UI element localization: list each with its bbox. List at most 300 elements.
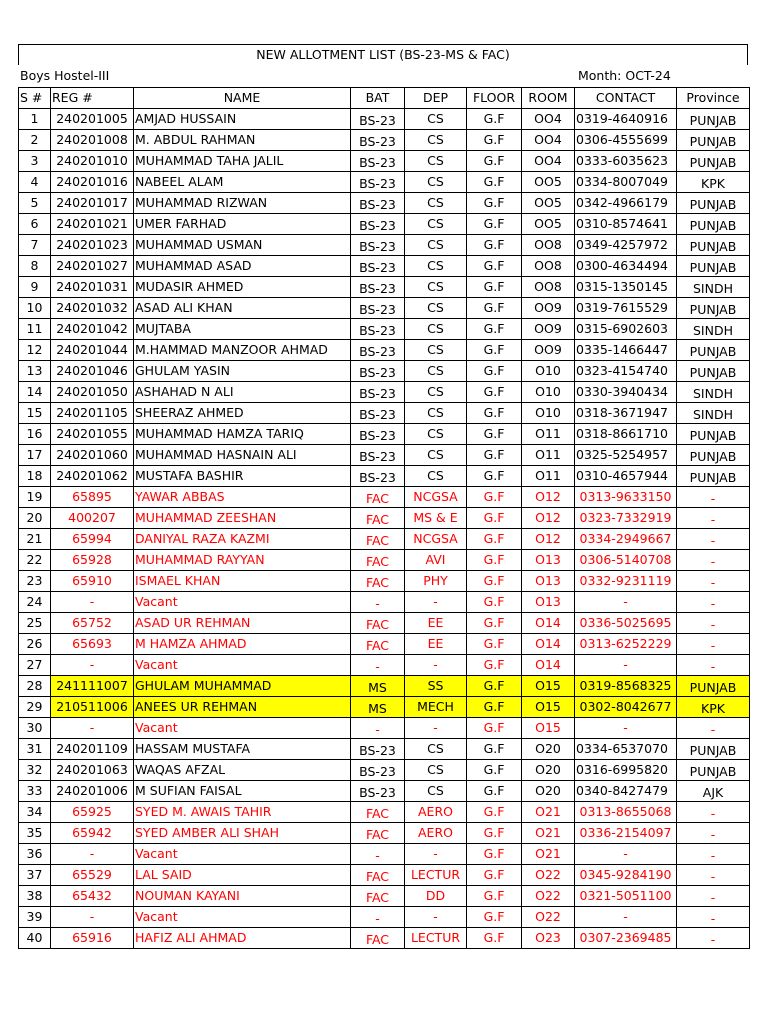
table-row [19, 403, 750, 424]
cell-bat: BS-23 [351, 277, 405, 298]
cell-reg: 210511006 [51, 697, 134, 718]
cell-floor: G.F [467, 571, 522, 592]
cell-bat: - [351, 592, 405, 613]
cell-bat: BS-23 [351, 340, 405, 361]
cell-province: KPK [677, 697, 750, 718]
cell-floor: G.F [467, 235, 522, 256]
cell-dep: CS [405, 424, 467, 445]
cell-room: O10 [522, 403, 575, 424]
cell-name: MUJTABA [134, 319, 351, 340]
cell-room: O12 [522, 508, 575, 529]
col-header-floor: FLOOR [467, 88, 522, 109]
cell-reg: 65910 [51, 571, 134, 592]
cell-province: PUNJAB [677, 424, 750, 445]
cell-name: UMER FARHAD [134, 214, 351, 235]
table-row [19, 508, 750, 529]
cell-name: Vacant [134, 907, 351, 928]
table-row [19, 655, 750, 676]
cell-bat: FAC [351, 487, 405, 508]
cell-reg: - [51, 907, 134, 928]
cell-room: OO4 [522, 151, 575, 172]
cell-room: OO4 [522, 109, 575, 130]
cell-bat: BS-23 [351, 109, 405, 130]
cell-contact: 0315-6902603 [575, 319, 677, 340]
cell-dep: CS [405, 319, 467, 340]
cell-contact: 0321-5051100 [575, 886, 677, 907]
table-row [19, 487, 750, 508]
cell-sn: 29 [19, 697, 51, 718]
table-row [19, 529, 750, 550]
cell-room: OO8 [522, 277, 575, 298]
table-row [19, 109, 750, 130]
cell-bat: BS-23 [351, 445, 405, 466]
cell-contact: 0342-4966179 [575, 193, 677, 214]
cell-reg: 240201031 [51, 277, 134, 298]
cell-dep: CS [405, 109, 467, 130]
cell-bat: MS [351, 697, 405, 718]
cell-reg: 240201050 [51, 382, 134, 403]
cell-floor: G.F [467, 823, 522, 844]
table-row [19, 697, 750, 718]
cell-floor: G.F [467, 907, 522, 928]
table-row [19, 928, 750, 949]
cell-name: ASAD ALI KHAN [134, 298, 351, 319]
cell-room: O12 [522, 529, 575, 550]
cell-name: LAL SAID [134, 865, 351, 886]
cell-province: PUNJAB [677, 109, 750, 130]
cell-contact: 0336-5025695 [575, 613, 677, 634]
cell-contact: 0318-8661710 [575, 424, 677, 445]
cell-bat: BS-23 [351, 739, 405, 760]
cell-province: PUNJAB [677, 151, 750, 172]
cell-dep: LECTUR [405, 865, 467, 886]
cell-room: OO8 [522, 256, 575, 277]
cell-province: - [677, 844, 750, 865]
cell-bat: FAC [351, 529, 405, 550]
cell-sn: 34 [19, 802, 51, 823]
cell-name: MUDASIR AHMED [134, 277, 351, 298]
cell-dep: CS [405, 298, 467, 319]
cell-floor: G.F [467, 739, 522, 760]
cell-sn: 8 [19, 256, 51, 277]
cell-floor: G.F [467, 592, 522, 613]
cell-province: PUNJAB [677, 340, 750, 361]
cell-reg: 240201006 [51, 781, 134, 802]
cell-reg: 240201060 [51, 445, 134, 466]
cell-room: O22 [522, 907, 575, 928]
cell-floor: G.F [467, 529, 522, 550]
table-header-row [19, 88, 750, 109]
cell-room: O11 [522, 445, 575, 466]
cell-bat: - [351, 655, 405, 676]
cell-floor: G.F [467, 550, 522, 571]
cell-contact: 0335-1466447 [575, 340, 677, 361]
cell-province: PUNJAB [677, 760, 750, 781]
cell-province: - [677, 487, 750, 508]
cell-contact: 0336-2154097 [575, 823, 677, 844]
cell-name: SYED M. AWAIS TAHIR [134, 802, 351, 823]
cell-sn: 26 [19, 634, 51, 655]
cell-reg: - [51, 718, 134, 739]
cell-reg: 240201032 [51, 298, 134, 319]
cell-sn: 33 [19, 781, 51, 802]
cell-province: PUNJAB [677, 739, 750, 760]
cell-dep: - [405, 655, 467, 676]
cell-room: O11 [522, 466, 575, 487]
cell-sn: 9 [19, 277, 51, 298]
cell-province: - [677, 655, 750, 676]
cell-province: - [677, 592, 750, 613]
cell-bat: - [351, 718, 405, 739]
cell-dep: - [405, 844, 467, 865]
cell-room: O15 [522, 718, 575, 739]
cell-contact: 0334-6537070 [575, 739, 677, 760]
allotment-table [18, 87, 750, 949]
cell-dep: CS [405, 193, 467, 214]
table-row [19, 844, 750, 865]
cell-reg: 240201046 [51, 361, 134, 382]
cell-dep: CS [405, 781, 467, 802]
cell-dep: LECTUR [405, 928, 467, 949]
col-header-province: Province [677, 88, 750, 109]
cell-dep: AVI [405, 550, 467, 571]
table-row [19, 340, 750, 361]
cell-reg: 65994 [51, 529, 134, 550]
cell-contact: 0319-8568325 [575, 676, 677, 697]
table-row [19, 172, 750, 193]
table-row [19, 781, 750, 802]
cell-room: O20 [522, 760, 575, 781]
cell-bat: - [351, 907, 405, 928]
cell-room: O21 [522, 802, 575, 823]
cell-bat: FAC [351, 550, 405, 571]
table-row [19, 550, 750, 571]
table-row [19, 382, 750, 403]
cell-province: PUNJAB [677, 445, 750, 466]
cell-floor: G.F [467, 760, 522, 781]
cell-province: KPK [677, 172, 750, 193]
cell-name: M.HAMMAD MANZOOR AHMAD [134, 340, 351, 361]
cell-contact: 0345-9284190 [575, 865, 677, 886]
cell-sn: 17 [19, 445, 51, 466]
cell-name: ANEES UR REHMAN [134, 697, 351, 718]
table-row [19, 256, 750, 277]
cell-contact: 0313-8655068 [575, 802, 677, 823]
cell-name: Vacant [134, 844, 351, 865]
cell-dep: CS [405, 760, 467, 781]
table-row [19, 361, 750, 382]
cell-sn: 36 [19, 844, 51, 865]
cell-room: O20 [522, 781, 575, 802]
table-row [19, 739, 750, 760]
cell-province: PUNJAB [677, 130, 750, 151]
cell-contact: 0313-9633150 [575, 487, 677, 508]
cell-floor: G.F [467, 298, 522, 319]
cell-name: Vacant [134, 592, 351, 613]
cell-sn: 13 [19, 361, 51, 382]
cell-contact: 0333-6035623 [575, 151, 677, 172]
cell-reg: 240201044 [51, 340, 134, 361]
cell-reg: 65928 [51, 550, 134, 571]
cell-floor: G.F [467, 802, 522, 823]
cell-floor: G.F [467, 130, 522, 151]
cell-room: OO5 [522, 172, 575, 193]
cell-room: O21 [522, 844, 575, 865]
cell-room: O15 [522, 697, 575, 718]
table-row [19, 277, 750, 298]
cell-reg: 240201023 [51, 235, 134, 256]
cell-dep: CS [405, 235, 467, 256]
cell-reg: 65916 [51, 928, 134, 949]
cell-name: M SUFIAN FAISAL [134, 781, 351, 802]
col-header-room: ROOM [522, 88, 575, 109]
cell-dep: CS [405, 445, 467, 466]
hostel-label: Boys Hostel-III [20, 68, 110, 83]
cell-sn: 18 [19, 466, 51, 487]
cell-contact: 0315-1350145 [575, 277, 677, 298]
cell-sn: 31 [19, 739, 51, 760]
cell-dep: CS [405, 214, 467, 235]
cell-floor: G.F [467, 382, 522, 403]
cell-contact: 0307-2369485 [575, 928, 677, 949]
cell-dep: - [405, 907, 467, 928]
month-label: Month: OCT-24 [578, 68, 671, 83]
cell-bat: MS [351, 676, 405, 697]
cell-sn: 20 [19, 508, 51, 529]
cell-reg: 400207 [51, 508, 134, 529]
cell-floor: G.F [467, 865, 522, 886]
cell-contact: 0334-8007049 [575, 172, 677, 193]
cell-province: PUNJAB [677, 214, 750, 235]
cell-reg: 240201105 [51, 403, 134, 424]
cell-name: NOUMAN KAYANI [134, 886, 351, 907]
cell-reg: 65752 [51, 613, 134, 634]
cell-dep: CS [405, 277, 467, 298]
cell-room: OO5 [522, 193, 575, 214]
cell-floor: G.F [467, 655, 522, 676]
cell-name: GHULAM MUHAMMAD [134, 676, 351, 697]
table-row [19, 634, 750, 655]
cell-floor: G.F [467, 109, 522, 130]
cell-dep: MS & E [405, 508, 467, 529]
cell-room: OO9 [522, 340, 575, 361]
cell-dep: CS [405, 466, 467, 487]
cell-bat: FAC [351, 613, 405, 634]
cell-dep: CS [405, 130, 467, 151]
cell-bat: FAC [351, 802, 405, 823]
cell-name: MUHAMMAD HASNAIN ALI [134, 445, 351, 466]
cell-contact: 0306-5140708 [575, 550, 677, 571]
cell-reg: 240201021 [51, 214, 134, 235]
cell-dep: MECH [405, 697, 467, 718]
cell-contact: 0310-8574641 [575, 214, 677, 235]
cell-reg: 241111007 [51, 676, 134, 697]
cell-contact: 0310-4657944 [575, 466, 677, 487]
cell-sn: 12 [19, 340, 51, 361]
cell-province: SINDH [677, 382, 750, 403]
cell-sn: 24 [19, 592, 51, 613]
table-body [19, 109, 750, 949]
page-title: NEW ALLOTMENT LIST (BS-23-MS & FAC) [18, 44, 748, 65]
table-row [19, 718, 750, 739]
cell-contact: - [575, 844, 677, 865]
cell-floor: G.F [467, 193, 522, 214]
cell-bat: FAC [351, 886, 405, 907]
cell-province: SINDH [677, 319, 750, 340]
cell-sn: 37 [19, 865, 51, 886]
col-header-sn: S # [19, 88, 51, 109]
cell-floor: G.F [467, 718, 522, 739]
cell-room: O20 [522, 739, 575, 760]
cell-name: NABEEL ALAM [134, 172, 351, 193]
cell-room: OO5 [522, 214, 575, 235]
cell-floor: G.F [467, 634, 522, 655]
table-row [19, 193, 750, 214]
cell-contact: 0332-9231119 [575, 571, 677, 592]
cell-name: WAQAS AFZAL [134, 760, 351, 781]
cell-room: O14 [522, 655, 575, 676]
cell-sn: 32 [19, 760, 51, 781]
table-row [19, 613, 750, 634]
cell-province: PUNJAB [677, 193, 750, 214]
cell-bat: BS-23 [351, 298, 405, 319]
table-row [19, 151, 750, 172]
cell-bat: BS-23 [351, 193, 405, 214]
col-header-contact: CONTACT [575, 88, 677, 109]
cell-sn: 10 [19, 298, 51, 319]
cell-bat: FAC [351, 634, 405, 655]
cell-name: MUHAMMAD USMAN [134, 235, 351, 256]
cell-sn: 5 [19, 193, 51, 214]
cell-room: O11 [522, 424, 575, 445]
cell-room: OO8 [522, 235, 575, 256]
cell-room: O21 [522, 823, 575, 844]
cell-reg: 240201109 [51, 739, 134, 760]
table-row [19, 592, 750, 613]
cell-sn: 23 [19, 571, 51, 592]
cell-room: O14 [522, 613, 575, 634]
cell-bat: FAC [351, 865, 405, 886]
cell-dep: CS [405, 403, 467, 424]
cell-reg: 65529 [51, 865, 134, 886]
cell-sn: 19 [19, 487, 51, 508]
cell-reg: 65895 [51, 487, 134, 508]
cell-dep: EE [405, 613, 467, 634]
cell-dep: CS [405, 739, 467, 760]
cell-sn: 3 [19, 151, 51, 172]
cell-floor: G.F [467, 319, 522, 340]
cell-bat: FAC [351, 823, 405, 844]
cell-bat: BS-23 [351, 781, 405, 802]
table-row [19, 424, 750, 445]
cell-sn: 14 [19, 382, 51, 403]
cell-province: - [677, 802, 750, 823]
cell-floor: G.F [467, 466, 522, 487]
cell-reg: 240201010 [51, 151, 134, 172]
table-row [19, 235, 750, 256]
cell-floor: G.F [467, 844, 522, 865]
cell-sn: 40 [19, 928, 51, 949]
cell-room: O22 [522, 865, 575, 886]
cell-dep: CS [405, 256, 467, 277]
cell-reg: - [51, 655, 134, 676]
cell-dep: CS [405, 172, 467, 193]
cell-name: MUSTAFA BASHIR [134, 466, 351, 487]
cell-reg: 240201027 [51, 256, 134, 277]
cell-province: - [677, 571, 750, 592]
cell-province: AJK [677, 781, 750, 802]
cell-reg: 240201042 [51, 319, 134, 340]
cell-bat: BS-23 [351, 319, 405, 340]
cell-sn: 39 [19, 907, 51, 928]
cell-reg: 240201017 [51, 193, 134, 214]
cell-name: MUHAMMAD RIZWAN [134, 193, 351, 214]
cell-room: OO9 [522, 298, 575, 319]
cell-name: DANIYAL RAZA KAZMI [134, 529, 351, 550]
table-row [19, 571, 750, 592]
table-row [19, 886, 750, 907]
cell-dep: CS [405, 361, 467, 382]
cell-floor: G.F [467, 277, 522, 298]
allotment-sheet [18, 44, 748, 949]
cell-sn: 11 [19, 319, 51, 340]
cell-bat: - [351, 844, 405, 865]
cell-sn: 27 [19, 655, 51, 676]
cell-contact: - [575, 718, 677, 739]
cell-bat: BS-23 [351, 130, 405, 151]
cell-province: - [677, 634, 750, 655]
cell-contact: 0306-4555699 [575, 130, 677, 151]
cell-bat: BS-23 [351, 151, 405, 172]
cell-reg: - [51, 592, 134, 613]
table-row [19, 760, 750, 781]
cell-room: O13 [522, 571, 575, 592]
cell-floor: G.F [467, 361, 522, 382]
cell-floor: G.F [467, 403, 522, 424]
cell-reg: 240201005 [51, 109, 134, 130]
cell-room: O12 [522, 487, 575, 508]
cell-name: MUHAMMAD RAYYAN [134, 550, 351, 571]
cell-floor: G.F [467, 445, 522, 466]
cell-contact: - [575, 592, 677, 613]
cell-dep: NCGSA [405, 529, 467, 550]
cell-contact: 0319-4640916 [575, 109, 677, 130]
cell-dep: AERO [405, 823, 467, 844]
cell-name: SHEERAZ AHMED [134, 403, 351, 424]
cell-name: ISMAEL KHAN [134, 571, 351, 592]
cell-bat: BS-23 [351, 214, 405, 235]
cell-sn: 25 [19, 613, 51, 634]
cell-contact: 0349-4257972 [575, 235, 677, 256]
cell-name: HAFIZ ALI AHMAD [134, 928, 351, 949]
cell-contact: 0325-5254957 [575, 445, 677, 466]
cell-floor: G.F [467, 886, 522, 907]
cell-dep: EE [405, 634, 467, 655]
cell-bat: BS-23 [351, 235, 405, 256]
cell-room: OO4 [522, 130, 575, 151]
cell-name: AMJAD HUSSAIN [134, 109, 351, 130]
cell-reg: - [51, 844, 134, 865]
cell-contact: 0316-6995820 [575, 760, 677, 781]
cell-floor: G.F [467, 151, 522, 172]
cell-name: MUHAMMAD ZEESHAN [134, 508, 351, 529]
cell-province: - [677, 865, 750, 886]
cell-sn: 6 [19, 214, 51, 235]
cell-province: - [677, 529, 750, 550]
cell-bat: FAC [351, 508, 405, 529]
cell-dep: DD [405, 886, 467, 907]
table-row [19, 466, 750, 487]
